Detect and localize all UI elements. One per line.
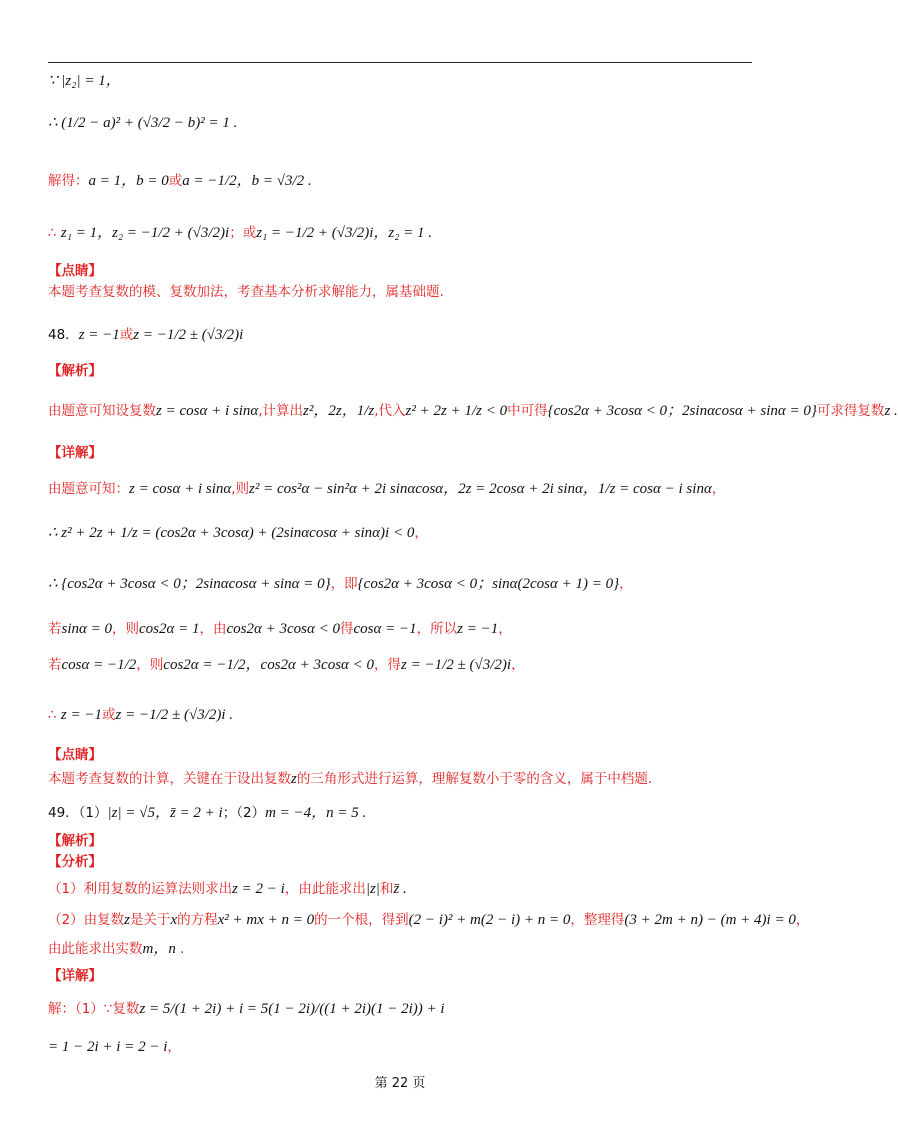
text-run-l4-2: ；或 xyxy=(229,225,257,241)
math-expr-l14-1: sinα = 0 xyxy=(61,621,113,637)
text-run-l11-2: ,则 xyxy=(231,481,250,497)
text-run-l14-10: ， xyxy=(498,621,512,637)
math-expr-l13-0: ∴ {cos2α + 3cosα < 0；2sinαcosα + sinα = 0} xyxy=(48,576,331,592)
text-run-l7-0: 48． xyxy=(48,327,79,343)
math-expr-l4-3: z₁ = −1/2 + (√3/2)i，z₂ = 1 . xyxy=(256,225,433,241)
text-run-l24-2: . xyxy=(175,941,185,957)
text-run-l19-0: 49．（1） xyxy=(48,805,108,821)
line-l20 xyxy=(48,832,102,850)
math-expr-l15-5: z = −1/2 ± (√3/2)i xyxy=(401,657,512,673)
math-expr-l7-1: z = −1 xyxy=(78,327,120,343)
math-expr-l23-9: (3 + 2m + n) − (m + 4)i = 0 xyxy=(624,912,796,928)
text-run-l14-2: ，则 xyxy=(112,621,140,637)
math-expr-l14-5: cos2α + 3cosα < 0 xyxy=(226,621,340,637)
text-run-l9-2: ,计算出 xyxy=(258,403,304,419)
text-run-l25-0: 【详解】 xyxy=(48,968,102,984)
math-expr-l9-9: z . xyxy=(884,403,898,419)
math-expr-l12-0: ∴ z² + 2z + 1/z = (cos2α + 3cosα) + (2sinαcosα + sinα)i < 0 xyxy=(48,525,415,541)
text-run-l23-8: ，整理得 xyxy=(570,912,625,928)
math-expr-l18-1: z xyxy=(291,771,297,787)
text-run-l26-0: 解：（1）∵复数 xyxy=(48,1001,140,1017)
text-run-l14-0: 若 xyxy=(48,621,62,637)
text-run-l9-8: 可求得复数 xyxy=(816,403,885,419)
text-run-l15-2: ，则 xyxy=(136,657,164,673)
line-l5 xyxy=(48,262,102,280)
line-l21 xyxy=(48,853,102,871)
text-run-l3-0: 解得： xyxy=(48,173,89,189)
line-l26 xyxy=(48,1000,445,1018)
math-expr-l16-1: z = −1 xyxy=(60,707,102,723)
text-run-l23-10: ， xyxy=(795,912,810,928)
line-l25 xyxy=(48,967,102,985)
text-run-l7-2: 或 xyxy=(119,327,134,343)
math-expr-l23-5: x² + mx + n = 0 xyxy=(217,912,315,928)
line-l14 xyxy=(48,620,512,638)
text-run-l21-0: 【分析】 xyxy=(48,854,102,870)
math-expr-l26-1: z = 5/(1 + 2i) + i = 5(1 − 2i)/((1 + 2i)(1 − 2i)) + i xyxy=(139,1001,445,1017)
page-number: 第 22 页 xyxy=(374,1076,426,1091)
text-run-l3-2: 或 xyxy=(168,173,183,189)
text-run-l11-0: 由题意可知： xyxy=(48,481,129,497)
text-run-l17-0: 【点睛】 xyxy=(48,747,102,763)
text-run-l23-6: 的一个根，得到 xyxy=(314,912,409,928)
math-expr-l24-1: m，n xyxy=(142,941,176,957)
line-l4 xyxy=(48,224,432,242)
text-run-l20-0: 【解析】 xyxy=(48,833,102,849)
math-expr-l14-9: z = −1 xyxy=(457,621,499,637)
math-expr-l11-1: z = cosα + i sinα xyxy=(129,481,232,497)
math-expr-l15-1: cosα = −1/2 xyxy=(61,657,137,673)
math-expr-l19-1: |z| = √5，z̄ = 2 + i xyxy=(107,805,223,821)
text-run-l14-6: 得 xyxy=(340,621,354,637)
header-rule xyxy=(48,62,752,63)
math-expr-l9-7: {cos2α + 3cosα < 0；2sinαcosα + sinα = 0} xyxy=(547,403,817,419)
math-expr-l3-1: a = 1，b = 0 xyxy=(88,173,169,189)
text-run-l5-0: 【点睛】 xyxy=(48,263,102,279)
text-run-l23-0: （2）由复数 xyxy=(48,912,125,928)
math-expr-l13-2: {cos2α + 3cosα < 0；sinα(2cosα + 1) = 0} xyxy=(357,576,620,592)
math-expr-l11-3: z² = cos²α − sin²α + 2i sinαcosα，2z = 2cosα + 2i sinα，1/z = cosα − i sinα xyxy=(249,481,712,497)
math-expr-l23-1: z xyxy=(124,912,130,928)
text-run-l16-0: ∴ xyxy=(48,707,61,723)
line-l24 xyxy=(48,940,184,958)
text-run-l22-4: 和 xyxy=(379,881,394,897)
math-expr-l19-3: m = −4，n = 5 . xyxy=(265,805,367,821)
line-l15 xyxy=(48,656,525,674)
line-l16 xyxy=(48,706,233,724)
text-run-l18-2: 的三角形式进行运算，理解复数小于零的含义，属于中档题. xyxy=(296,771,653,787)
text-run-l14-4: ，由 xyxy=(199,621,227,637)
line-l2 xyxy=(48,114,237,132)
line-l9 xyxy=(48,402,898,420)
line-l22 xyxy=(48,880,407,898)
text-run-l22-2: ，由此能求出 xyxy=(284,881,366,897)
math-expr-l3-3: a = −1/2，b = √3/2 . xyxy=(182,173,312,189)
text-run-l10-0: 【详解】 xyxy=(48,445,102,461)
text-run-l15-6: ， xyxy=(511,657,525,673)
text-run-l27-1: ， xyxy=(167,1039,181,1055)
text-run-l9-0: 由题意可知设复数 xyxy=(48,403,156,419)
text-run-l12-1: ， xyxy=(414,525,428,541)
text-run-l16-2: 或 xyxy=(101,707,116,723)
math-expr-l23-3: x xyxy=(170,912,178,928)
math-expr-l9-3: z²，2z，1/z xyxy=(303,403,375,419)
text-run-l4-0: ∴ xyxy=(48,225,61,241)
text-run-l6-0: 本题考查复数的模、复数加法，考查基本分析求解能力，属基础题. xyxy=(48,284,444,300)
line-l12 xyxy=(48,524,428,542)
text-run-l22-0: （1）利用复数的运算法则求出 xyxy=(48,881,233,897)
math-expr-l9-5: z² + 2z + 1/z < 0 xyxy=(405,403,508,419)
math-expr-l15-3: cos2α = −1/2，cos2α + 3cosα < 0 xyxy=(163,657,375,673)
text-run-l15-0: 若 xyxy=(48,657,62,673)
line-l27 xyxy=(48,1038,181,1056)
text-run-l8-0: 【解析】 xyxy=(48,363,102,379)
math-expr-l23-7: (2 − i)² + m(2 − i) + n = 0 xyxy=(408,912,571,928)
text-run-l15-4: ，得 xyxy=(374,657,402,673)
text-run-l18-0: 本题考查复数的计算，关键在于设出复数 xyxy=(48,771,291,787)
math-expr-l22-1: z = 2 − i xyxy=(232,881,285,897)
line-l11 xyxy=(48,480,725,498)
text-run-l9-6: 中可得 xyxy=(507,403,548,419)
math-expr-l2-0: ∴ (1/2 − a)² + (√3/2 − b)² = 1 . xyxy=(48,115,238,131)
math-expr-l22-5: z̄ . xyxy=(393,881,407,897)
text-run-l9-4: ,代入 xyxy=(374,403,406,419)
line-l23 xyxy=(48,911,809,929)
line-l6 xyxy=(48,283,444,301)
text-run-l23-2: 是关于 xyxy=(129,912,171,928)
line-l10 xyxy=(48,444,102,462)
line-l7 xyxy=(48,326,243,344)
text-run-l24-0: 由此能求出实数 xyxy=(48,941,143,957)
math-expr-l14-7: cosα = −1 xyxy=(353,621,417,637)
text-run-l14-8: ，所以 xyxy=(416,621,458,637)
line-l8 xyxy=(48,362,102,380)
line-l3 xyxy=(48,172,312,190)
math-expr-l27-0: = 1 − 2i + i = 2 − i xyxy=(48,1039,168,1055)
line-l18 xyxy=(48,770,652,788)
math-expr-l14-3: cos2α = 1 xyxy=(139,621,200,637)
line-l13 xyxy=(48,575,633,593)
text-run-l23-4: 的方程 xyxy=(177,912,218,928)
math-expr-l1-0: ∵ |z₂| = 1， xyxy=(48,73,121,89)
math-expr-l4-1: z₁ = 1，z₂ = −1/2 + (√3/2)i xyxy=(60,225,230,241)
line-l17 xyxy=(48,746,102,764)
line-l19 xyxy=(48,804,366,822)
text-run-l13-3: ， xyxy=(619,576,633,592)
math-expr-l16-3: z = −1/2 ± (√3/2)i . xyxy=(115,707,234,723)
math-expr-l22-3: |z| xyxy=(365,881,380,897)
math-expr-l9-1: z = cosα + i sinα xyxy=(156,403,259,419)
text-run-l11-4: ， xyxy=(711,481,726,497)
math-expr-l7-3: z = −1/2 ± (√3/2)i xyxy=(133,327,244,343)
text-run-l13-1: ，即 xyxy=(330,576,358,592)
text-run-l19-2: ；（2） xyxy=(222,805,266,821)
line-l1 xyxy=(48,72,121,90)
